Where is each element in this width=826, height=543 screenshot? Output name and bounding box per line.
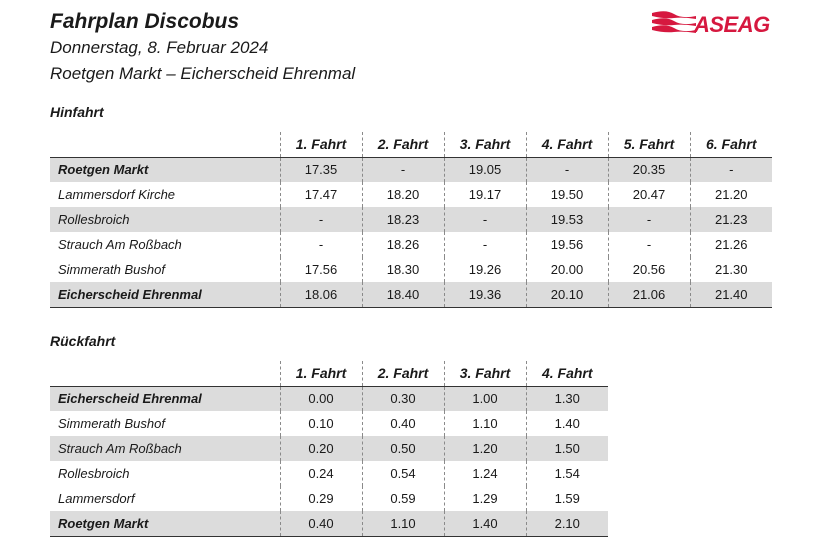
stop-name: Roetgen Markt [50,157,280,182]
time-cell: 1.29 [444,486,526,511]
stop-name: Roetgen Markt [50,511,280,536]
column-header: 5. Fahrt [608,132,690,157]
time-cell: 20.56 [608,257,690,282]
time-cell: - [608,207,690,232]
column-header: 4. Fahrt [526,361,608,386]
column-header: 6. Fahrt [690,132,772,157]
logo-text: ASEAG [694,12,770,37]
time-cell: 1.30 [526,386,608,411]
table-row [50,486,608,511]
column-header: 3. Fahrt [444,361,526,386]
time-cell: 21.26 [690,232,772,257]
table-row [50,257,772,282]
time-cell: 0.40 [280,511,362,536]
header-stop-cell [50,132,280,157]
column-header: 1. Fahrt [280,361,362,386]
time-cell: 19.26 [444,257,526,282]
time-cell: 19.50 [526,182,608,207]
time-cell: - [444,207,526,232]
stop-name: Rollesbroich [50,207,280,232]
stop-name: Lammersdorf [58,491,135,506]
stop-name: Simmerath Bushof [58,416,165,431]
time-cell: 19.36 [444,282,526,307]
table-row [50,182,772,207]
time-cell: - [280,207,362,232]
time-cell: 20.47 [608,182,690,207]
time-cell: 1.10 [444,411,526,436]
time-cell: 1.59 [526,486,608,511]
time-cell: 0.59 [362,486,444,511]
time-cell: 0.40 [362,411,444,436]
time-cell: 20.10 [526,282,608,307]
column-header: 2. Fahrt [362,361,444,386]
time-cell: 18.23 [362,207,444,232]
time-cell: 21.30 [690,257,772,282]
time-cell: 17.56 [280,257,362,282]
table-row [50,461,608,486]
stop-name: Simmerath Bushof [58,262,165,277]
time-cell: 1.24 [444,461,526,486]
time-cell: - [444,232,526,257]
time-cell: 19.05 [444,157,526,182]
stop-name: Eicherscheid Ehrenmal [50,282,280,307]
time-cell: 1.40 [526,411,608,436]
table-row [50,232,772,257]
time-cell: 0.20 [280,436,362,461]
table-row [50,386,608,411]
time-cell: 0.24 [280,461,362,486]
time-cell: 19.17 [444,182,526,207]
time-cell: 0.00 [280,386,362,411]
stop-name: Strauch Am Roßbach [50,436,280,461]
time-cell: 1.40 [444,511,526,536]
header-row [50,361,608,386]
header-stop-cell [50,361,280,386]
time-cell: - [526,157,608,182]
time-cell: 19.53 [526,207,608,232]
stop-name: Eicherscheid Ehrenmal [50,386,280,411]
time-cell: 1.20 [444,436,526,461]
time-cell: 1.00 [444,386,526,411]
time-cell: 1.10 [362,511,444,536]
time-cell: 18.26 [362,232,444,257]
table-row [50,511,608,536]
time-cell: 21.20 [690,182,772,207]
section-hinfahrt: Hinfahrt [50,104,104,120]
time-cell: 20.00 [526,257,608,282]
logo-stripes-icon [652,10,696,38]
date-line: Donnerstag, 8. Februar 2024 [50,38,269,57]
time-cell: 1.50 [526,436,608,461]
header-row [50,132,772,157]
time-cell: 18.30 [362,257,444,282]
time-cell: 21.23 [690,207,772,232]
time-cell: - [362,157,444,182]
table-row [50,282,772,307]
time-cell: 0.54 [362,461,444,486]
time-cell: 0.50 [362,436,444,461]
route-line: Roetgen Markt – Eicherscheid Ehrenmal [50,64,356,83]
table-row [50,207,772,232]
time-cell: 1.54 [526,461,608,486]
time-cell: 21.40 [690,282,772,307]
timetable-rueckfahrt [50,361,608,537]
time-cell: 21.06 [608,282,690,307]
time-cell: 2.10 [526,511,608,536]
section-rueckfahrt: Rückfahrt [50,333,116,349]
time-cell: 18.20 [362,182,444,207]
table-row [50,157,772,182]
time-cell: 0.29 [280,486,362,511]
time-cell: 19.56 [526,232,608,257]
column-header: 1. Fahrt [280,132,362,157]
stop-name: Rollesbroich [58,466,130,481]
time-cell: - [280,232,362,257]
time-cell: - [690,157,772,182]
time-cell: 18.06 [280,282,362,307]
column-header: 4. Fahrt [526,132,608,157]
stop-name: Lammersdorf Kirche [58,187,176,202]
column-header: 2. Fahrt [362,132,444,157]
time-cell: 17.35 [280,157,362,182]
column-header: 3. Fahrt [444,132,526,157]
time-cell: 0.10 [280,411,362,436]
timetable-hinfahrt [50,132,772,308]
time-cell: - [608,232,690,257]
aseag-logo [652,8,782,40]
time-cell: 17.47 [280,182,362,207]
stop-name: Strauch Am Roßbach [58,237,182,252]
time-cell: 20.35 [608,157,690,182]
table-row [50,436,608,461]
table-row [50,411,608,436]
time-cell: 0.30 [362,386,444,411]
time-cell: 18.40 [362,282,444,307]
page-title: Fahrplan Discobus [50,10,240,33]
